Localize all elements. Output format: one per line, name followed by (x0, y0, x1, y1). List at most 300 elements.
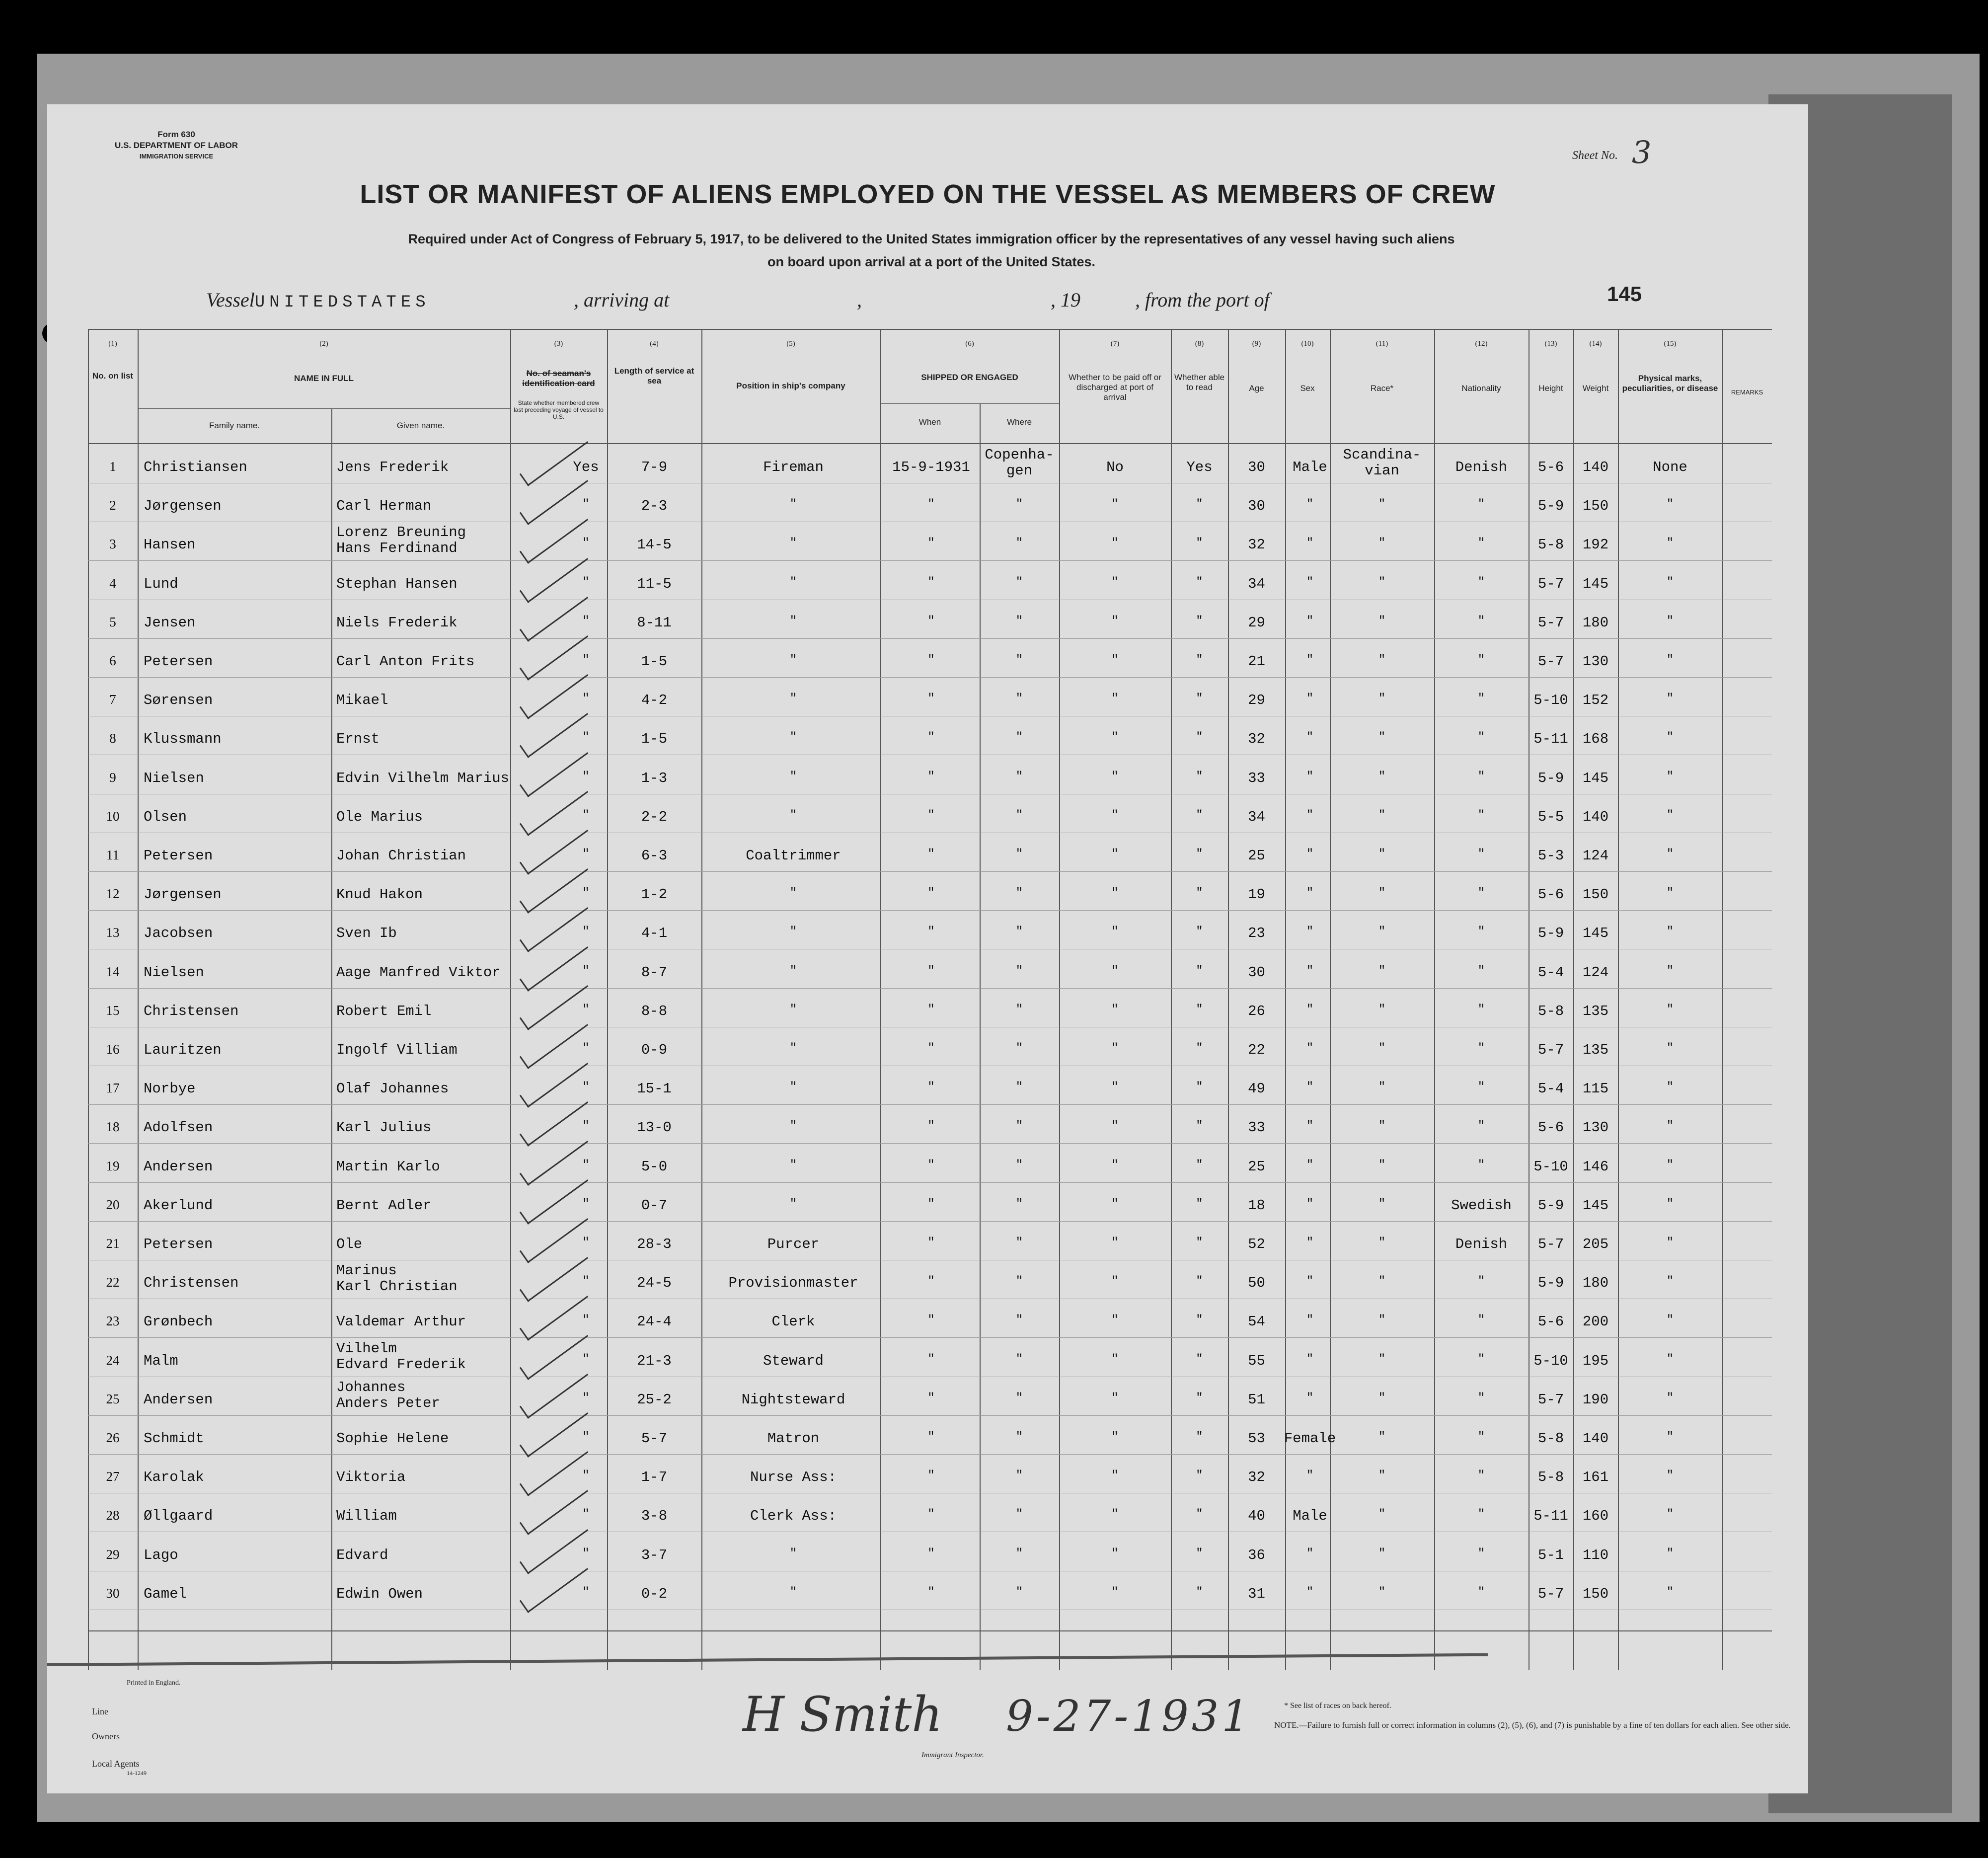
cell-shipped-when: " (927, 1042, 935, 1055)
cell-age: 18 (1248, 1197, 1265, 1214)
footer-owners-label: Owners (92, 1731, 120, 1741)
cell-sex: " (1306, 1158, 1314, 1172)
cell-able-to-read: " (1196, 1430, 1203, 1444)
cell-age: 22 (1248, 1042, 1265, 1058)
cell-weight: 140 (1582, 808, 1609, 825)
inspector-title: Immigrant Inspector. (921, 1751, 984, 1759)
cell-shipped-where: " (1015, 1430, 1023, 1444)
cell-height: 5-9 (1537, 1197, 1564, 1214)
row-rule (88, 1415, 1772, 1416)
cell-previous-voyage: " (582, 925, 590, 939)
cell-able-to-read: " (1196, 1275, 1203, 1289)
cell-family-name: Norbye (144, 1081, 196, 1097)
cell-height: 5-4 (1537, 964, 1564, 981)
cell-weight: 110 (1582, 1547, 1609, 1563)
cell-physical-marks: " (1666, 1158, 1674, 1172)
cell-paid-off: " (1111, 1585, 1119, 1599)
cell-physical-marks: " (1666, 1469, 1674, 1483)
cell-position: " (789, 575, 797, 589)
cell-position: Nurse Ass: (750, 1469, 837, 1486)
form-identifier (92, 129, 261, 162)
cell-height: 5-7 (1537, 1236, 1564, 1252)
cell-shipped-where: " (1015, 1275, 1023, 1289)
cell-weight: 124 (1582, 848, 1609, 864)
header-race: Race* (1370, 384, 1394, 393)
cell-nationality: " (1477, 1081, 1485, 1094)
inspector-signature: H Smith (743, 1687, 943, 1742)
cell-given-name: Niels Frederik (336, 614, 458, 631)
cell-race: " (1378, 1158, 1386, 1172)
cell-row-number: 11 (106, 848, 119, 862)
cell-paid-off: " (1111, 1391, 1119, 1405)
cell-weight: 150 (1582, 498, 1609, 515)
cell-age: 55 (1248, 1352, 1265, 1369)
cell-paid-off: " (1111, 1314, 1119, 1327)
cell-sex: Male (1293, 459, 1327, 475)
cell-length-of-service: 24-5 (637, 1275, 672, 1292)
cell-able-to-read: " (1196, 1314, 1203, 1327)
cell-height: 5-9 (1537, 1275, 1564, 1292)
col-number: (2) (319, 340, 328, 348)
cell-sex: " (1306, 1314, 1314, 1327)
cell-physical-marks: " (1666, 537, 1674, 550)
column-rule (510, 329, 511, 1670)
cell-physical-marks: " (1666, 1391, 1674, 1405)
cell-height: 5-7 (1537, 1585, 1564, 1602)
row-rule (88, 1182, 1772, 1183)
cell-row-number: 24 (106, 1352, 120, 1368)
cell-sex: " (1306, 1469, 1314, 1483)
cell-race: " (1378, 925, 1386, 939)
col-number: (4) (650, 340, 659, 348)
cell-sex: " (1306, 848, 1314, 861)
cell-physical-marks: " (1666, 1042, 1674, 1055)
cell-family-name: Karolak (144, 1469, 204, 1486)
vessel-name: UNITEDSTATES (254, 293, 430, 312)
cell-row-number: 6 (109, 653, 116, 668)
header-previous-voyage: State whether membered crew last preceding voyage of vessel to U.S. (514, 399, 604, 420)
cell-physical-marks: " (1666, 1314, 1674, 1327)
cell-position: " (789, 1042, 797, 1055)
cell-able-to-read: " (1196, 1081, 1203, 1094)
cell-height: 5-8 (1537, 1003, 1564, 1019)
footer-form-code: 14-1249 (127, 1770, 147, 1777)
cell-given-name: Ole (336, 1236, 363, 1252)
cell-given-name: Robert Emil (336, 1003, 432, 1019)
cell-physical-marks: " (1666, 1236, 1674, 1249)
cell-shipped-when: " (927, 653, 935, 667)
cell-sex: " (1306, 575, 1314, 589)
cell-sex: " (1306, 1119, 1314, 1133)
cell-physical-marks: " (1666, 1352, 1674, 1366)
department: U.S. DEPARTMENT OF LABOR (114, 141, 238, 150)
cell-shipped-where: Copenha- gen (985, 447, 1054, 479)
cell-able-to-read: " (1196, 575, 1203, 589)
header-family-name: Family name. (209, 421, 260, 430)
cell-paid-off: " (1111, 1430, 1119, 1444)
cell-age: 29 (1248, 692, 1265, 709)
cell-paid-off: " (1111, 1158, 1119, 1172)
cell-previous-voyage: " (582, 886, 590, 900)
cell-physical-marks: None (1653, 459, 1687, 475)
cell-shipped-where: " (1015, 731, 1023, 745)
header-id-card-struck: No. of seaman's identification card (522, 369, 595, 388)
cell-age: 30 (1248, 498, 1265, 515)
cell-shipped-where: " (1015, 498, 1023, 512)
cell-position: Matron (767, 1430, 820, 1447)
cell-paid-off: " (1111, 537, 1119, 550)
cell-age: 29 (1248, 614, 1265, 631)
cell-shipped-where: " (1015, 1119, 1023, 1133)
cell-shipped-where: " (1015, 808, 1023, 822)
header-shipped-or-engaged: SHIPPED OR ENGAGED (921, 373, 1018, 382)
row-rule (88, 871, 1772, 872)
cell-race: " (1378, 731, 1386, 745)
cell-weight: 192 (1582, 537, 1609, 553)
cell-position: " (789, 692, 797, 706)
cell-shipped-where: " (1015, 1158, 1023, 1172)
cell-physical-marks: " (1666, 1081, 1674, 1094)
cell-height: 5-3 (1537, 848, 1564, 864)
cell-age: 49 (1248, 1081, 1265, 1097)
row-rule (88, 1454, 1772, 1455)
cell-physical-marks: " (1666, 692, 1674, 706)
cell-family-name: Jørgensen (144, 886, 222, 903)
header-physical-marks: Physical marks, peculiarities, or disease (1622, 374, 1718, 393)
subtitle-line-1: Required under Act of Congress of February 5, 1917, to be delivered to the United States immigration officer by the representatives of any vessel having such aliens (408, 232, 1455, 246)
cell-age: 54 (1248, 1314, 1265, 1330)
cell-height: 5-5 (1537, 808, 1564, 825)
cell-length-of-service: 1-3 (641, 770, 668, 786)
cell-weight: 124 (1582, 964, 1609, 981)
cell-paid-off: No (1106, 459, 1124, 475)
cell-given-name: Ingolf Villiam (336, 1042, 458, 1058)
cell-able-to-read: " (1196, 498, 1203, 512)
cell-age: 40 (1248, 1508, 1265, 1525)
cell-row-number: 10 (106, 808, 120, 824)
shipped-subheader-rule (880, 403, 1059, 404)
cell-race: Scandina- vian (1343, 447, 1421, 479)
cell-length-of-service: 8-11 (637, 614, 672, 631)
cell-length-of-service: 2-2 (641, 808, 668, 825)
row-rule (88, 988, 1772, 989)
cell-row-number: 21 (106, 1236, 120, 1251)
column-rule (980, 403, 981, 1670)
cell-nationality: " (1477, 1585, 1485, 1599)
cell-nationality: " (1477, 731, 1485, 745)
cell-family-name: Jensen (144, 614, 196, 631)
cell-sex: " (1306, 731, 1314, 745)
cell-height: 5-9 (1537, 770, 1564, 786)
cell-position: " (789, 808, 797, 822)
cell-family-name: Christensen (144, 1275, 239, 1292)
cell-able-to-read: " (1196, 537, 1203, 550)
cell-able-to-read: " (1196, 848, 1203, 861)
cell-given-name: Edvin Vilhelm Marius (336, 770, 510, 786)
cell-position: " (789, 498, 797, 512)
cell-able-to-read: " (1196, 653, 1203, 667)
cell-weight: 160 (1582, 1508, 1609, 1525)
cell-row-number: 12 (106, 886, 120, 902)
cell-race: " (1378, 886, 1386, 900)
cell-race: " (1378, 964, 1386, 978)
header-able-to-read: Whether able to read (1174, 373, 1225, 392)
cell-previous-voyage: " (582, 1352, 590, 1366)
year-label: , 19 (1051, 289, 1080, 311)
cell-length-of-service: 6-3 (641, 848, 668, 864)
cell-length-of-service: 4-2 (641, 692, 668, 709)
cell-row-number: 17 (106, 1081, 120, 1096)
cell-sex: " (1306, 964, 1314, 978)
cell-race: " (1378, 1508, 1386, 1522)
cell-nationality: " (1477, 1391, 1485, 1405)
cell-shipped-where: " (1015, 886, 1023, 900)
cell-row-number: 5 (109, 614, 116, 629)
cell-nationality: " (1477, 1352, 1485, 1366)
cell-race: " (1378, 1585, 1386, 1599)
cell-shipped-when: " (927, 848, 935, 861)
cell-weight: 135 (1582, 1003, 1609, 1019)
cell-length-of-service: 0-7 (641, 1197, 668, 1214)
header-position: Position in ship's company (736, 381, 845, 390)
cell-race: " (1378, 1197, 1386, 1211)
cell-paid-off: " (1111, 1003, 1119, 1016)
col-number: (1) (108, 340, 117, 348)
cell-paid-off: " (1111, 1119, 1119, 1133)
cell-able-to-read: " (1196, 1508, 1203, 1522)
cell-family-name: Christensen (144, 1003, 239, 1019)
cell-sex: " (1306, 770, 1314, 783)
cell-sex: " (1306, 692, 1314, 706)
cell-length-of-service: 3-7 (641, 1547, 668, 1563)
cell-sex: " (1306, 1547, 1314, 1560)
cell-nationality: " (1477, 1547, 1485, 1560)
cell-nationality: " (1477, 886, 1485, 900)
cell-race: " (1378, 1391, 1386, 1405)
header-bottom-rule (88, 443, 1772, 444)
cell-weight: 145 (1582, 770, 1609, 786)
cell-shipped-when: " (927, 925, 935, 939)
cell-able-to-read: " (1196, 1158, 1203, 1172)
cell-length-of-service: 1-5 (641, 731, 668, 748)
cell-given-name: Knud Hakon (336, 886, 423, 903)
cell-height: 5-7 (1537, 1391, 1564, 1408)
cell-paid-off: " (1111, 498, 1119, 512)
cell-weight: 195 (1582, 1352, 1609, 1369)
cell-shipped-where: " (1015, 575, 1023, 589)
cell-height: 5-8 (1537, 1469, 1564, 1486)
cell-length-of-service: 21-3 (637, 1352, 672, 1369)
cell-race: " (1378, 1081, 1386, 1094)
cell-length-of-service: 8-8 (641, 1003, 668, 1019)
cell-given-name: William (336, 1508, 397, 1525)
cell-shipped-when: " (927, 731, 935, 745)
cell-given-name: Martin Karlo (336, 1158, 440, 1175)
cell-age: 25 (1248, 1158, 1265, 1175)
cell-height: 5-1 (1537, 1547, 1564, 1563)
column-rule (880, 329, 881, 1670)
cell-nationality: " (1477, 1469, 1485, 1483)
column-rule (701, 329, 702, 1670)
cell-physical-marks: " (1666, 731, 1674, 745)
table-top-rule (88, 329, 1772, 330)
cell-age: 36 (1248, 1547, 1265, 1563)
cell-shipped-where: " (1015, 1236, 1023, 1249)
cell-paid-off: " (1111, 886, 1119, 900)
sheet-number: 3 (1632, 134, 1652, 170)
cell-given-name: Ole Marius (336, 808, 423, 825)
cell-paid-off: " (1111, 1236, 1119, 1249)
cell-length-of-service: 24-4 (637, 1314, 672, 1330)
cell-height: 5-6 (1537, 886, 1564, 903)
cell-shipped-when: " (927, 498, 935, 512)
cell-paid-off: " (1111, 1042, 1119, 1055)
cell-previous-voyage: " (582, 1314, 590, 1327)
row-rule (88, 638, 1772, 639)
cell-position: Fireman (763, 459, 824, 475)
cell-able-to-read: " (1196, 1469, 1203, 1483)
cell-race: " (1378, 692, 1386, 706)
cell-given-name: Viktoria (336, 1469, 406, 1486)
cell-sex: " (1306, 1275, 1314, 1289)
row-rule (88, 560, 1772, 561)
cell-previous-voyage: " (582, 731, 590, 745)
cell-paid-off: " (1111, 1197, 1119, 1211)
cell-age: 21 (1248, 653, 1265, 670)
cell-weight: 145 (1582, 575, 1609, 592)
cell-family-name: Lund (144, 575, 178, 592)
cell-weight: 168 (1582, 731, 1609, 748)
cell-shipped-when: " (927, 1236, 935, 1249)
cell-age: 33 (1248, 770, 1265, 786)
cell-sex: " (1306, 808, 1314, 822)
cell-shipped-when: 15-9-1931 (892, 459, 970, 475)
cell-shipped-when: " (927, 1430, 935, 1444)
cell-height: 5-6 (1537, 459, 1564, 475)
cell-weight: 140 (1582, 459, 1609, 475)
col-number: (10) (1301, 340, 1314, 348)
cell-given-name: Edvard (336, 1547, 388, 1563)
cell-row-number: 16 (106, 1042, 120, 1057)
cell-age: 30 (1248, 964, 1265, 981)
cell-paid-off: " (1111, 1508, 1119, 1522)
cell-previous-voyage: " (582, 1236, 590, 1249)
cell-sex: " (1306, 498, 1314, 512)
row-rule (88, 1221, 1772, 1222)
cell-physical-marks: " (1666, 1547, 1674, 1560)
header-age: Age (1249, 384, 1264, 393)
cell-physical-marks: " (1666, 964, 1674, 978)
cell-shipped-where: " (1015, 1003, 1023, 1016)
cell-able-to-read: Yes (1186, 459, 1213, 475)
cell-given-name: Ernst (336, 731, 380, 748)
cell-row-number: 25 (106, 1391, 120, 1406)
cell-position: Clerk (771, 1314, 815, 1330)
header-sex: Sex (1300, 384, 1315, 393)
cell-height: 5-10 (1533, 692, 1568, 709)
cell-weight: 180 (1582, 614, 1609, 631)
cell-weight: 130 (1582, 1119, 1609, 1136)
cell-physical-marks: " (1666, 925, 1674, 939)
cell-row-number: 13 (106, 925, 120, 940)
header-length-of-service: Length of service at sea (614, 366, 694, 386)
cell-length-of-service: 0-2 (641, 1585, 668, 1602)
page-number: 145 (1607, 282, 1642, 306)
cell-paid-off: " (1111, 614, 1119, 628)
cell-physical-marks: " (1666, 1430, 1674, 1444)
cell-sex: " (1306, 537, 1314, 550)
cell-length-of-service: 4-1 (641, 925, 668, 942)
row-rule (88, 1143, 1772, 1144)
header-paid-off: Whether to be paid off or discharged at port of arrival (1069, 373, 1161, 402)
cell-physical-marks: " (1666, 1003, 1674, 1016)
cell-physical-marks: " (1666, 614, 1674, 628)
cell-position: " (789, 886, 797, 900)
cell-race: " (1378, 1352, 1386, 1366)
cell-previous-voyage: " (582, 1585, 590, 1599)
cell-sex: " (1306, 925, 1314, 939)
vessel-label: Vessel (206, 289, 255, 311)
cell-shipped-when: " (927, 1352, 935, 1366)
cell-given-name: Johan Christian (336, 848, 466, 864)
cell-shipped-where: " (1015, 1314, 1023, 1327)
cell-previous-voyage: " (582, 1119, 590, 1133)
cell-nationality: " (1477, 848, 1485, 861)
cell-row-number: 8 (109, 731, 116, 746)
cell-row-number: 1 (109, 459, 116, 474)
cell-position: " (789, 1003, 797, 1016)
cell-physical-marks: " (1666, 1585, 1674, 1599)
cell-row-number: 26 (106, 1430, 120, 1445)
vessel-line (206, 288, 430, 312)
cell-height: 5-7 (1537, 653, 1564, 670)
cell-height: 5-7 (1537, 614, 1564, 631)
cell-shipped-when: " (927, 575, 935, 589)
cell-nationality: " (1477, 692, 1485, 706)
cell-able-to-read: " (1196, 886, 1203, 900)
cell-able-to-read: " (1196, 925, 1203, 939)
cell-age: 52 (1248, 1236, 1265, 1252)
cell-race: " (1378, 808, 1386, 822)
cell-able-to-read: " (1196, 1197, 1203, 1211)
cell-shipped-where: " (1015, 1042, 1023, 1055)
cell-position: " (789, 964, 797, 978)
cell-paid-off: " (1111, 692, 1119, 706)
cell-age: 30 (1248, 459, 1265, 475)
manifest-sheet (47, 104, 1808, 1793)
cell-nationality: " (1477, 498, 1485, 512)
col-number: (13) (1544, 340, 1557, 348)
cell-position: " (789, 770, 797, 783)
cell-able-to-read: " (1196, 1119, 1203, 1133)
cell-nationality: " (1477, 1314, 1485, 1327)
service: IMMIGRATION SERVICE (139, 153, 214, 160)
cell-given-name: Jens Frederik (336, 459, 449, 475)
cell-physical-marks: " (1666, 886, 1674, 900)
cell-physical-marks: " (1666, 1508, 1674, 1522)
col-number: (11) (1376, 340, 1388, 348)
cell-race: " (1378, 770, 1386, 783)
cell-sex: Female (1284, 1430, 1336, 1447)
cell-shipped-where: " (1015, 1547, 1023, 1560)
cell-height: 5-7 (1537, 1042, 1564, 1058)
cell-age: 33 (1248, 1119, 1265, 1136)
cell-shipped-where: " (1015, 1469, 1023, 1483)
cell-race: " (1378, 537, 1386, 550)
cell-age: 31 (1248, 1585, 1265, 1602)
cell-nationality: " (1477, 1158, 1485, 1172)
cell-previous-voyage: " (582, 1275, 590, 1289)
